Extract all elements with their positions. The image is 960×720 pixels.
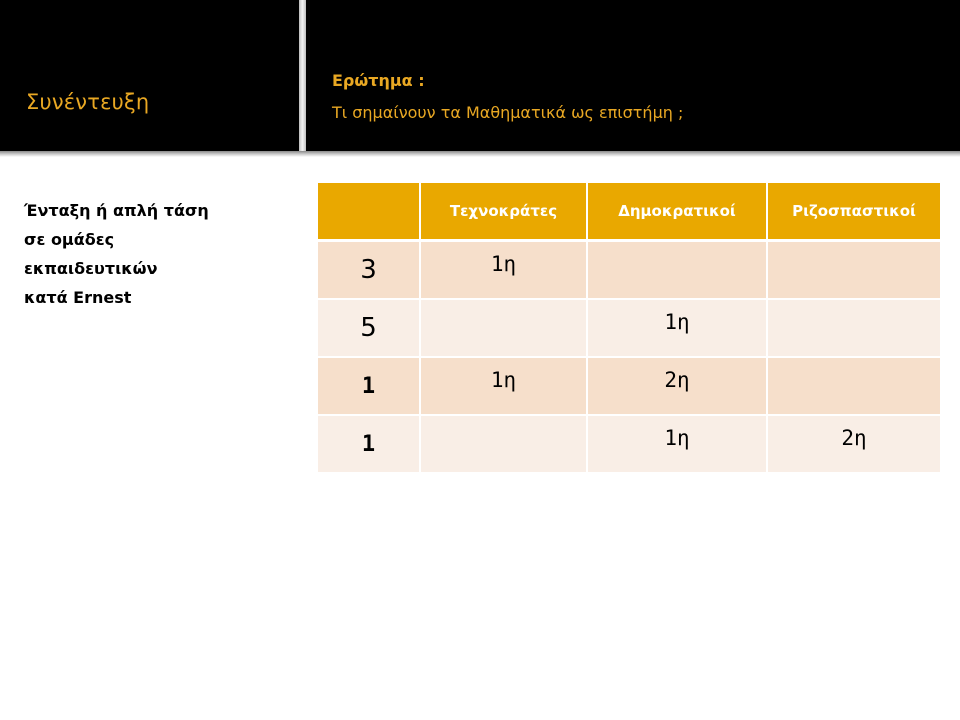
table-cell	[420, 357, 587, 415]
table-row	[318, 299, 940, 357]
table-cell	[767, 299, 940, 357]
cell-text: 5	[360, 313, 377, 343]
cell-text: 1η	[490, 368, 517, 392]
question-text: Τι σημαίνουν τα Μαθηματικά ως επιστήμη ;	[332, 103, 684, 122]
question-label: Ερώτημα :	[332, 71, 425, 90]
table-row	[318, 357, 940, 415]
cell-text: 2η	[841, 426, 867, 450]
cell-text: 1η	[664, 310, 690, 334]
table-cell-count	[318, 415, 420, 473]
table-row	[318, 415, 940, 473]
side-description	[24, 196, 274, 312]
cell-text: 2η	[664, 368, 690, 392]
table-header-technocrats: Τεχνοκράτες	[420, 183, 587, 241]
header-divider	[299, 0, 306, 151]
cell-text: 1η	[664, 426, 690, 450]
table-cell	[587, 299, 767, 357]
side-text-line: Ένταξη ή απλή τάση	[24, 201, 209, 220]
table-cell	[587, 241, 767, 300]
table-cell	[767, 241, 940, 300]
cell-text: 1	[361, 431, 376, 457]
teacher-groups-table	[318, 183, 940, 474]
cell-text: 3	[360, 255, 377, 285]
side-text-line: εκπαιδευτικών	[24, 259, 158, 278]
cell-text: 1η	[490, 252, 517, 276]
table-header-radicals: Ριζοσπαστικοί	[767, 183, 940, 241]
table-cell	[420, 299, 587, 357]
table-cell	[767, 415, 940, 473]
table-cell	[587, 357, 767, 415]
side-text-line: σε ομάδες	[24, 230, 115, 249]
table-cell-count	[318, 299, 420, 357]
table-row	[318, 241, 940, 300]
header-bottom-shadow	[0, 151, 960, 157]
section-title: Συνέντευξη	[26, 90, 150, 114]
cell-text: 1	[361, 373, 376, 399]
table-cell	[420, 241, 587, 300]
side-text-line: κατά Ernest	[24, 288, 132, 307]
table-cell-count	[318, 241, 420, 300]
table-cell	[587, 415, 767, 473]
header-left-panel	[0, 0, 299, 151]
table-header-democrats: Δημοκρατικοί	[587, 183, 767, 241]
table-cell	[420, 415, 587, 473]
table-header-cell-blank	[318, 183, 420, 241]
table-header-row	[318, 183, 940, 241]
table-cell-count	[318, 357, 420, 415]
table-cell	[767, 357, 940, 415]
